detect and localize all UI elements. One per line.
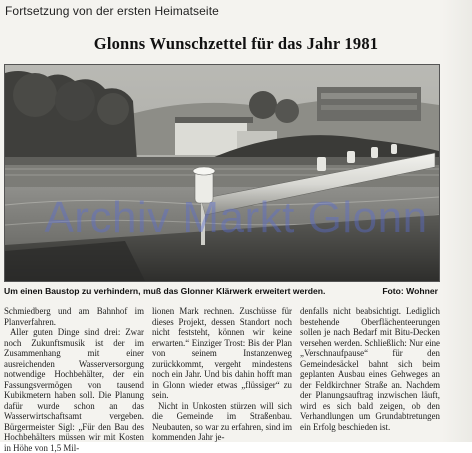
paragraph: Aller guten Dinge sind drei: Zwar noch Zukunftsmusik ist der im Zusammenhang mit einer ausreichenden Wasserversorgung notwendige Hochbehälter, der ein Fassungsvermögen von tausend Kubikmetern haben soll. Die Planung dafür wurde schon an das Wasserwirtschaftsamt vergeben. Bürgermeister Sigl: „Für den Bau des Hochbehälters müssen wir mit Kosten in Höhe von 1,5 Mil- <box>4 327 144 453</box>
article-photo <box>4 64 440 282</box>
continuation-note: Fortsetzung von der ersten Heimatseite <box>5 4 219 18</box>
archive-watermark: Archiv Markt Glonn <box>44 193 428 242</box>
sewage-plant-photo <box>5 65 439 281</box>
photo-credit: Foto: Wohner <box>382 286 438 296</box>
body-column-1 <box>4 306 144 453</box>
article-body <box>4 306 440 453</box>
photo-caption: Um einen Baustop zu verhindern, muß das Glonner Klärwerk erweitert werden. <box>4 286 326 296</box>
paragraph: Nicht in Unkosten stürzen will sich die Gemeinde im Straßenbau. Neubauten, so war zu erfahren, sind im kommenden Jahr je- <box>152 400 292 442</box>
article-headline: Glonns Wunschzettel für das Jahr 1981 <box>93 34 379 53</box>
page-edge <box>442 0 472 442</box>
paragraph: lionen Mark rechnen. Zuschüsse für dieses Projekt, dessen Standort noch nicht feststeht, können wir keine erwarten.“ Einziger Trost: Bis der Plan von seinem Instanzenweg zurückkommt, vergeht mindestens noch ein Jahr. Und bis dahin hofft man in Glonn wieder etwas „flüssiger“ zu sein. <box>152 306 292 400</box>
body-column-3 <box>300 306 440 442</box>
paragraph: denfalls nicht beabsichtigt. Lediglich bestehende Oberflächenteerungen sollen je nach Bedarf mit Bitu-Decken versehen werden. Schließlich: Nur eine „Verschnaufpause“ für den Gemeindesäckel bahnt sich beim geplanten Ausbau eines Gehweges an der Feldkirchner Straße an. Nachdem der Planungsauftrag inzwischen läuft, wird es sich bald zeigen, ob den Verhandlungen um Grundabtretungen ein Erfolg beschieden ist. <box>300 306 440 432</box>
body-column-2 <box>152 306 292 442</box>
paragraph: Schmiedberg und am Bahnhof im Planverfahren. <box>4 306 144 327</box>
